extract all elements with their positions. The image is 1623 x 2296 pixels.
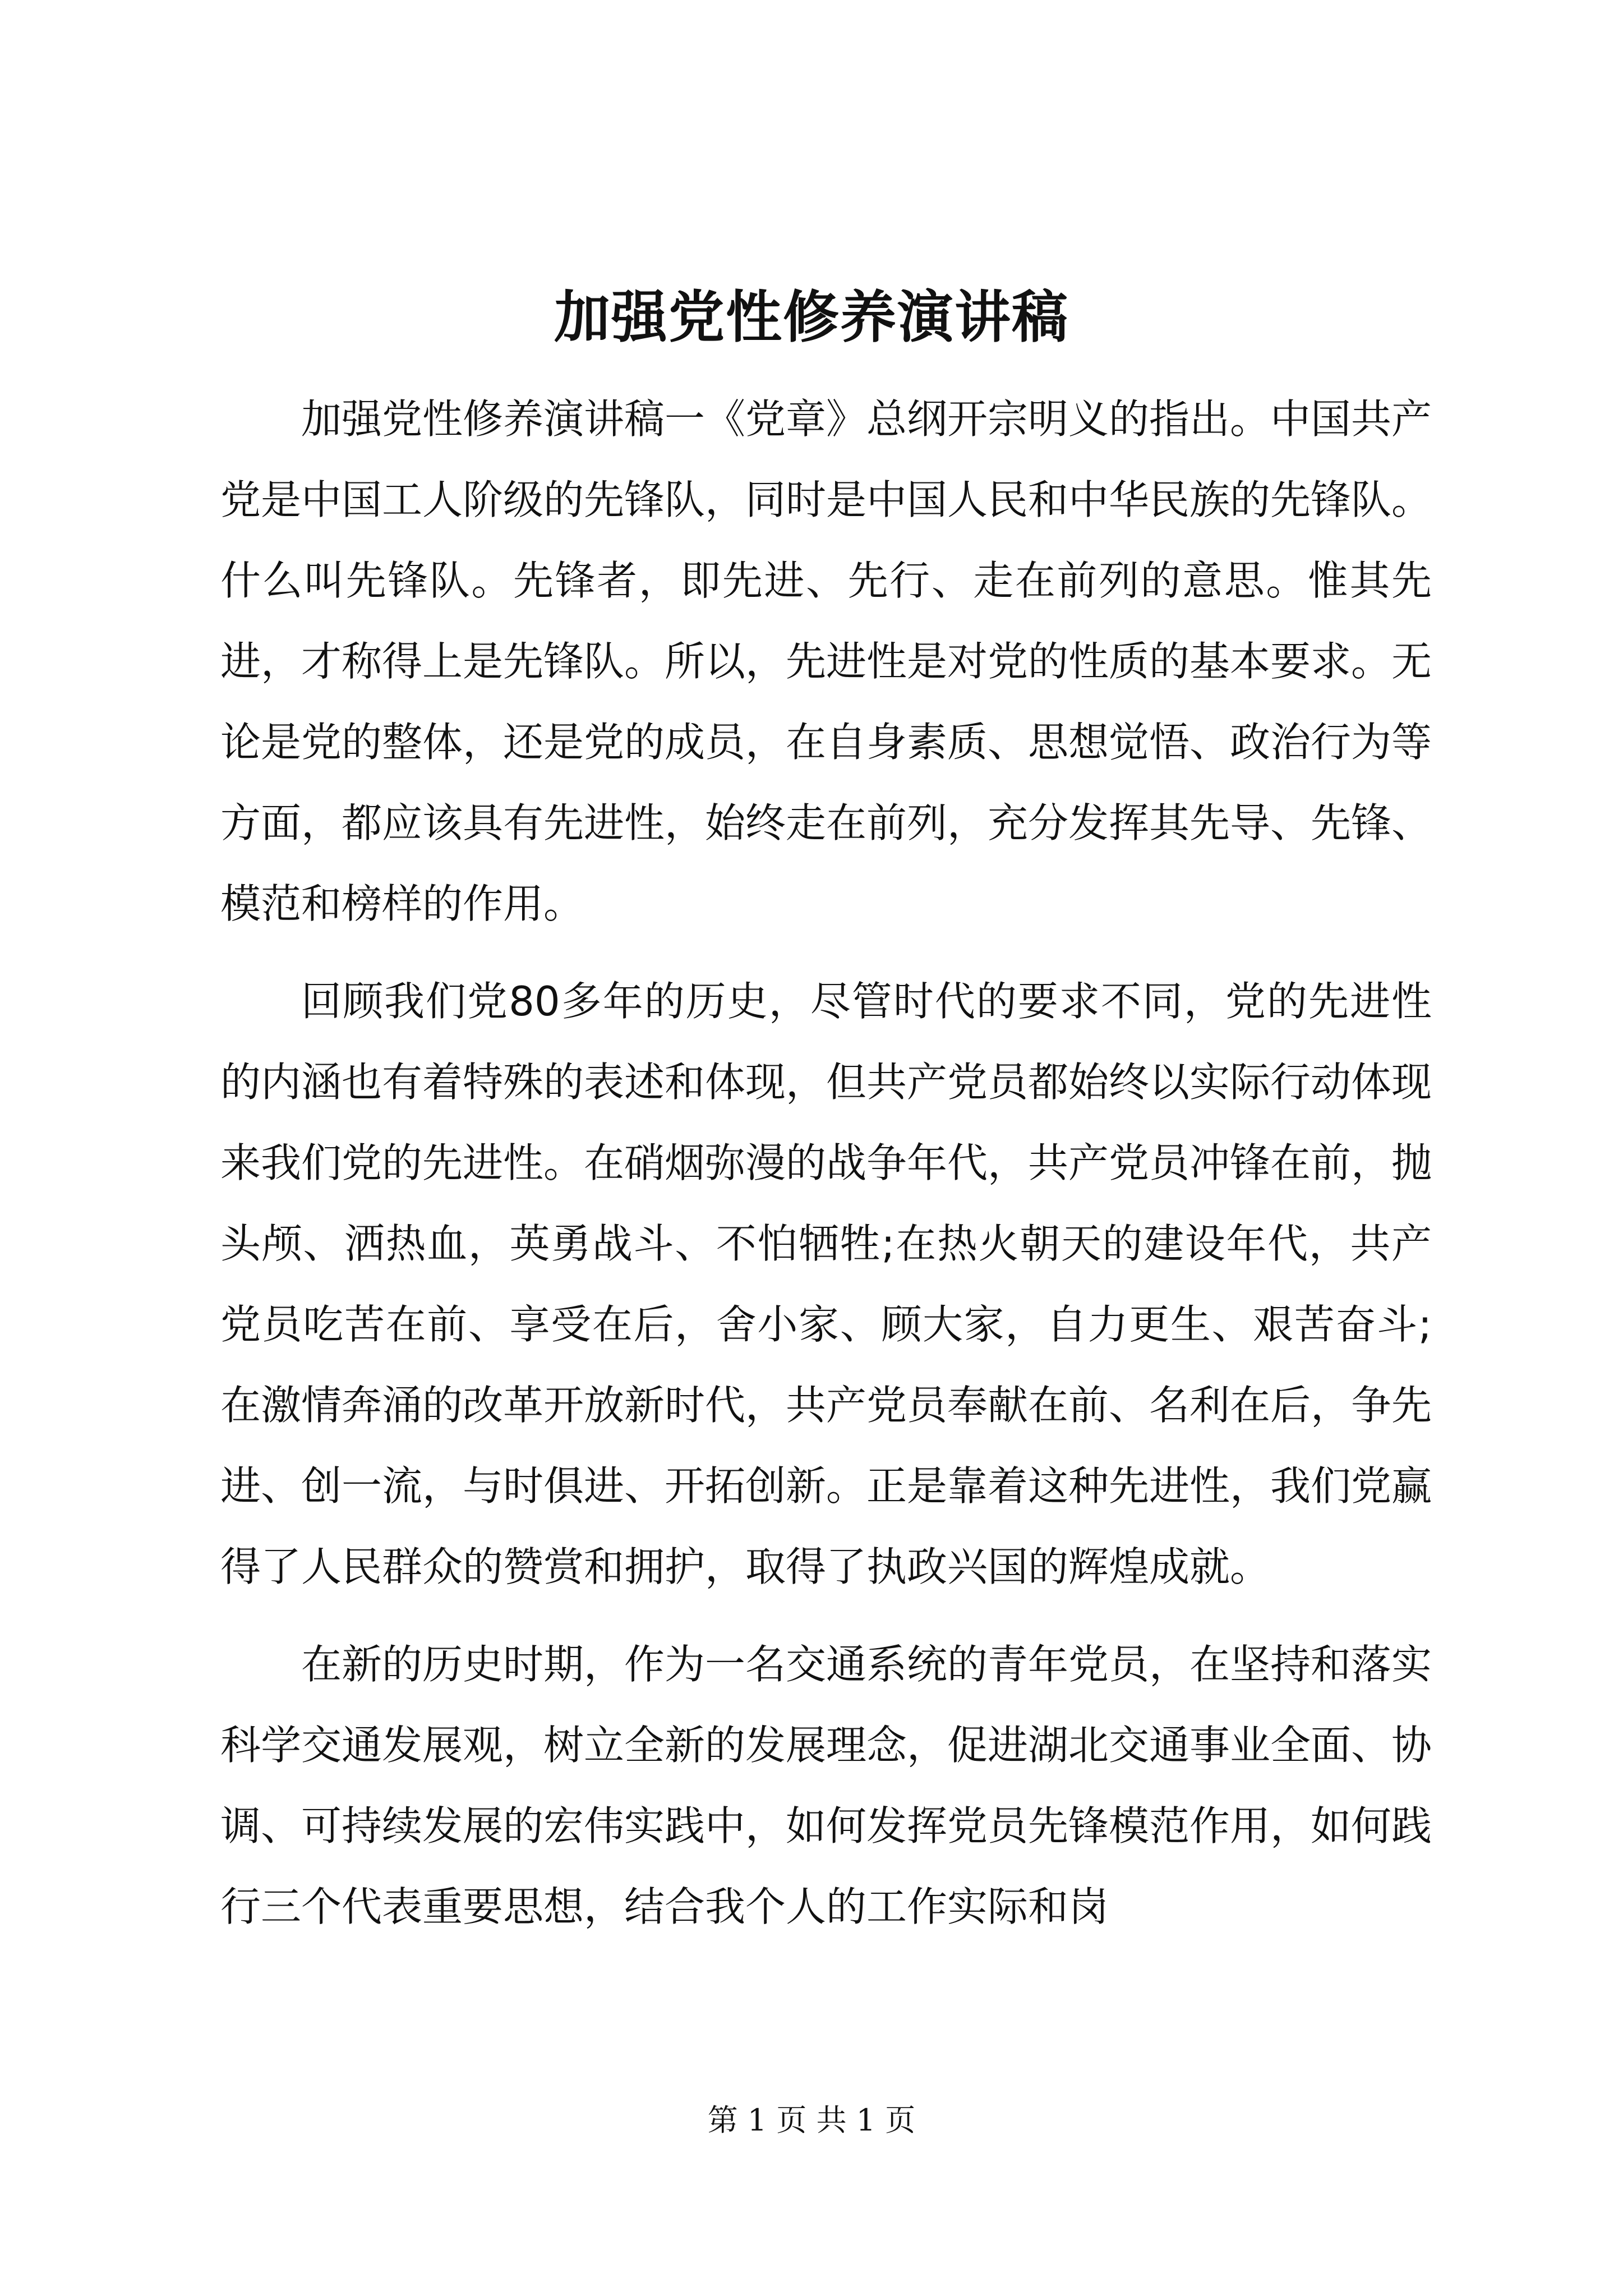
paragraph-1: 加强党性修养演讲稿一《党章》总纲开宗明义的指出。中国共产党是中国工人阶级的先锋队，同时是中国人民和中华民族的先锋队。什么叫先锋队。先锋者，即先进、先行、走在前列的意思。惟其先进，才称得上是先锋队。所以，先进性是对党的性质的基本要求。无论是党的整体，还是党的成员，在自身素质、思想觉悟、政治行为等方面，都应该具有先进性，始终走在前列，充分发挥其先导、先锋、模范和榜样的作用。	[220, 395, 1432, 927]
paragraph-3: 在新的历史时期，作为一名交通系统的青年党员，在坚持和落实科学交通发展观，树立全新的发展理念，促进湖北交通事业全面、协调、可持续发展的宏伟实践中，如何发挥党员先锋模范作用，如何践行三个代表重要思想，结合我个人的工作实际和岗	[220, 1641, 1432, 1930]
document-body	[220, 379, 1432, 1964]
paragraph-2: 回顾我们党80多年的历史，尽管时代的要求不同，党的先进性的内涵也有着特殊的表述和体现，但共产党员都始终以实际行动体现来我们党的先进性。在硝烟弥漫的战争年代，共产党员冲锋在前，抛头颅、洒热血，英勇战斗、不怕牺牲;在热火朝天的建设年代，共产党员吃苦在前、享受在后，舍小家、顾大家，自力更生、艰苦奋斗;在激情奔涌的改革开放新时代，共产党员奉献在前、名利在后，争先进、创一流，与时俱进、开拓创新。正是靠着这种先进性，我们党赢得了人民群众的赞赏和拥护，取得了执政兴国的辉煌成就。	[220, 978, 1432, 1590]
page-footer: 第 1 页 共 1 页	[707, 2102, 916, 2138]
document-title: 加强党性修养演讲稿	[554, 284, 1069, 350]
